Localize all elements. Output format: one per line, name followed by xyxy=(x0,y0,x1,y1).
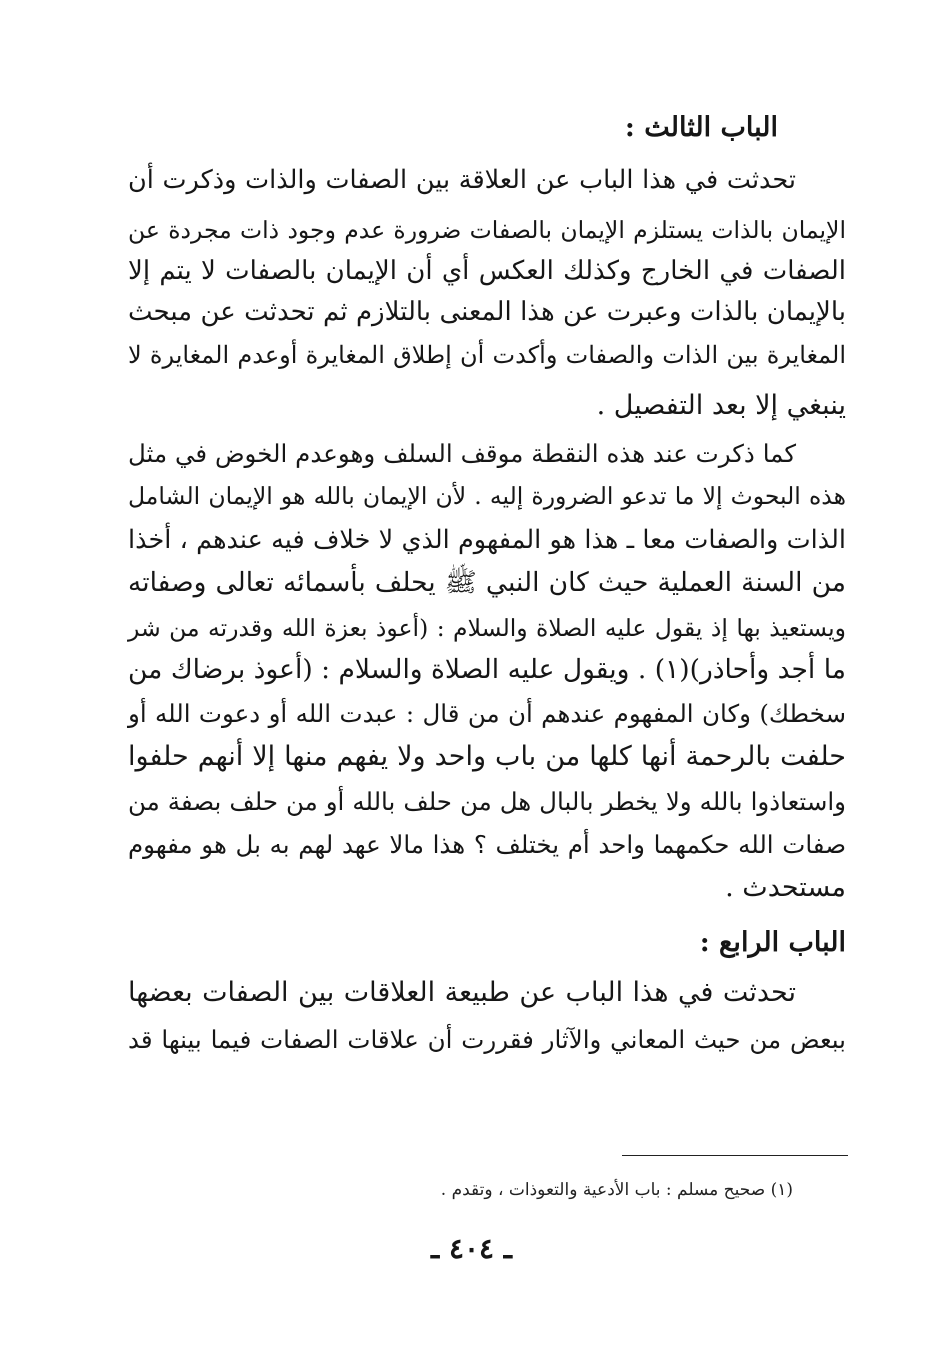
footnote-divider xyxy=(622,1155,848,1156)
text-line: هذه البحوث إلا ما تدعو الضرورة إليه . لأن الإيمان بالله هو الإيمان الشامل xyxy=(128,482,846,510)
text-line: الإيمان بالذات يستلزم الإيمان بالصفات ضرورة عدم وجود ذات مجردة عن xyxy=(128,216,846,244)
text-line: سخطك) وكان المفهوم عندهم أن من قال : عبدت الله أو دعوت الله أو xyxy=(128,699,846,728)
text-line: الذات والصفات معا ـ هذا هو المفهوم الذي لا خلاف فيه عندهم ، أخذا xyxy=(128,525,846,555)
footnote: (١) صحيح مسلم : باب الأدعية والتعوذات ، وتقدم . xyxy=(440,1180,793,1200)
text-line: ما أجد وأحاذر)(١) . ويقول عليه الصلاة والسلام : (أعوذ برضاك من xyxy=(128,654,846,685)
text-line: تحدثت في هذا الباب عن طبيعة العلاقات بين الصفات بعضها xyxy=(128,977,796,1008)
page-number: ـ ٤٠٤ ـ xyxy=(430,1232,513,1265)
text-line: المغايرة بين الذات والصفات وأكدت أن إطلاق المغايرة أوعدم المغايرة لا xyxy=(128,341,846,369)
text-line: ببعض من حيث المعاني والآثار فقررت أن علاقات الصفات فيما بينها قد xyxy=(128,1025,846,1054)
text-line: بالإيمان بالذات وعبرت عن هذا المعنى بالتلازم ثم تحدثت عن مبحث xyxy=(128,297,846,327)
text-line: ينبغي إلا بعد التفصيل . xyxy=(596,390,846,421)
text-line: مستحدث . xyxy=(725,872,846,903)
text-line: تحدثت في هذا الباب عن العلاقة بين الصفات والذات وذكرت أن xyxy=(128,165,796,195)
section-heading-4: الباب الرابع : xyxy=(699,927,846,958)
text-line: ويستعيذ بها إذ يقول عليه الصلاة والسلام : (أعوذ بعزة الله وقدرته من شر xyxy=(128,614,846,642)
text-line: حلفت بالرحمة أنها كلها من باب واحد ولا يفهم منها إلا أنهم حلفوا xyxy=(128,741,846,772)
text-line: من السنة العملية حيث كان النبي ﷺ يحلف بأسمائه تعالى وصفاته xyxy=(128,567,846,598)
text-line: كما ذكرت عند هذه النقطة موقف السلف وهوعدم الخوض في مثل xyxy=(128,439,796,468)
text-line: الصفات في الخارج وكذلك العكس أي أن الإيمان بالصفات لا يتم إلا xyxy=(128,256,846,286)
text-line: صفات الله حكمهما واحد أم يختلف ؟ هذا مالا عهد لهم به بل هو مفهوم xyxy=(128,830,846,859)
section-heading-3: الباب الثالث : xyxy=(624,112,778,143)
text-line: واستعاذوا بالله ولا يخطر بالبال هل من حلف بالله أو من حلف بصفة من xyxy=(128,787,846,816)
